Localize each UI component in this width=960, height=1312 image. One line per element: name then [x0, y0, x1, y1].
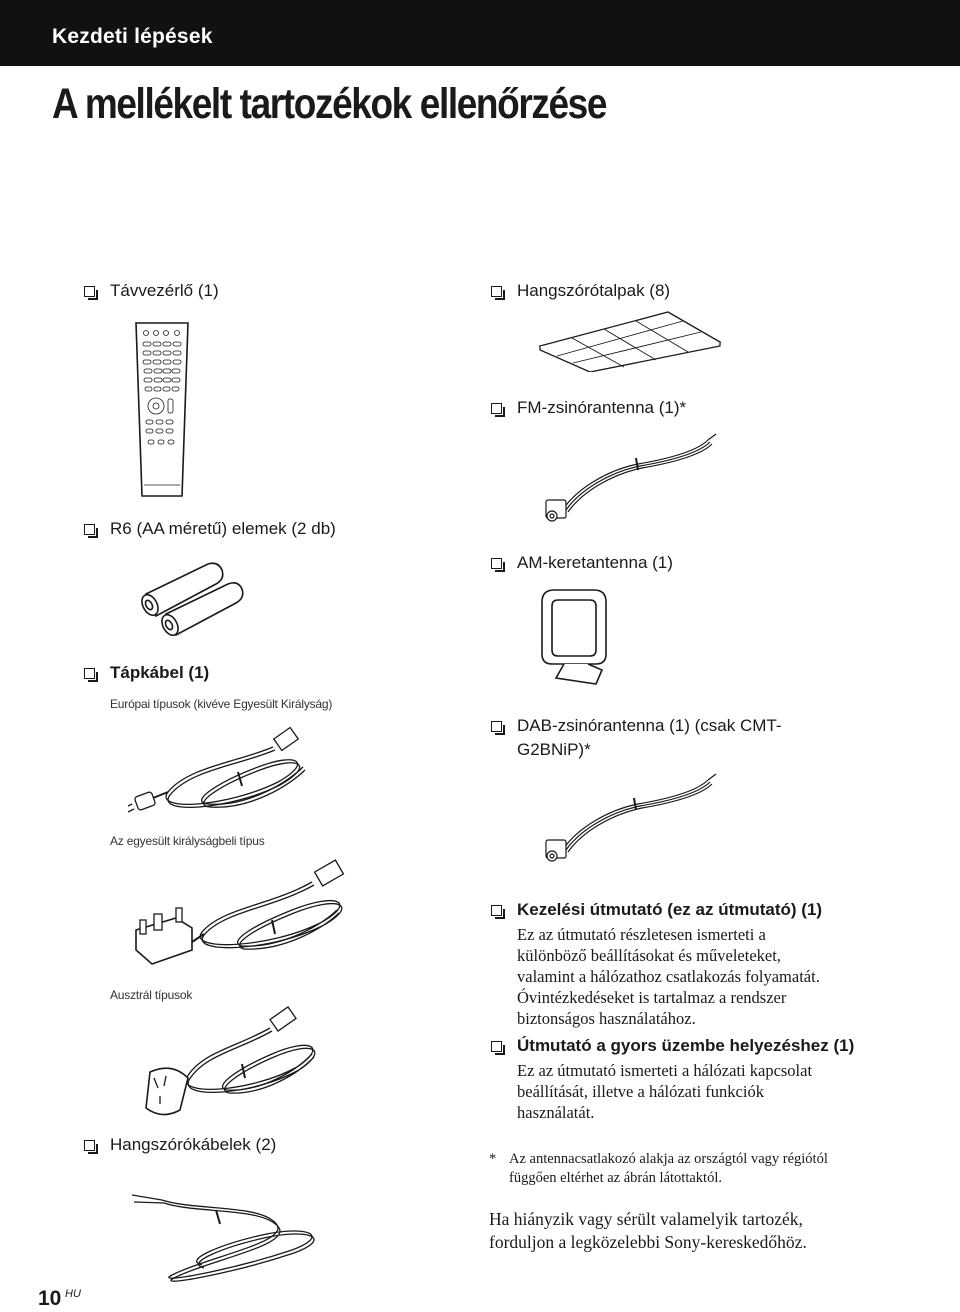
- am-antenna-illustration: [536, 586, 620, 686]
- missing-items-notice: [489, 1208, 807, 1254]
- quick-setup-description: [517, 1060, 812, 1123]
- power-cord-au-illustration: [132, 992, 332, 1122]
- fm-antenna-illustration: [538, 430, 718, 534]
- item-power-cord-label: Tápkábel (1): [110, 663, 210, 682]
- footnote-line: Az antennacsatlakozó alakja az országtól vagy régiótól: [509, 1151, 828, 1167]
- operating-instructions-description: [517, 924, 820, 1029]
- remote-control-illustration: [132, 320, 192, 500]
- speaker-cable-illustration: [132, 1180, 342, 1290]
- item-dab-antenna-label-1: DAB-zsinórantenna (1) (csak CMT-: [517, 716, 782, 735]
- item-quick-setup-label: Útmutató a gyors üzembe helyezéshez (1): [517, 1036, 855, 1055]
- footnote-mark: *: [489, 1151, 497, 1167]
- description-line: használatát.: [517, 1103, 595, 1122]
- notice-line: forduljon a legközelebbi Sony-kereskedőhöz.: [489, 1232, 807, 1252]
- power-cord-eu-illustration: [128, 712, 328, 822]
- item-dab-antenna-label-2: G2BNiP)*: [517, 740, 591, 759]
- description-line: Ez az útmutató részletesen ismerteti a: [517, 925, 766, 944]
- footnote-line: függően eltérhet az ábrán látottaktól.: [509, 1170, 722, 1186]
- description-line: különböző beállításokat és műveleteket,: [517, 946, 781, 965]
- battery-illustration: [136, 558, 248, 636]
- checkbox-icon: [84, 286, 95, 297]
- page-number: 10: [38, 1287, 62, 1310]
- page-language-code: HU: [65, 1288, 81, 1300]
- footnote: [489, 1150, 828, 1188]
- dab-antenna-illustration: [538, 770, 718, 874]
- checkbox-icon: [491, 403, 502, 414]
- item-am-antenna-label: AM-keretantenna (1): [517, 553, 673, 572]
- description-line: beállítását, illetve a hálózati funkciók: [517, 1082, 764, 1101]
- notice-line: Ha hiányzik vagy sérült valamelyik tartozék,: [489, 1209, 803, 1229]
- checkbox-icon: [491, 905, 502, 916]
- item-remote-label: Távvezérlő (1): [110, 281, 219, 300]
- section-header-bar: [0, 0, 960, 66]
- item-speaker-cables-label: Hangszórókábelek (2): [110, 1135, 277, 1154]
- power-cord-eu-caption: Európai típusok (kivéve Egyesült Királyság): [110, 697, 333, 711]
- item-speaker-pads-label: Hangszórótalpak (8): [517, 281, 671, 300]
- item-fm-antenna-label: FM-zsinórantenna (1)*: [517, 398, 687, 417]
- checkbox-icon: [491, 721, 502, 732]
- description-line: Óvintézkedéseket is tartalmaz a rendszer: [517, 988, 787, 1007]
- page-title: A mellékelt tartozékok ellenőrzése: [52, 80, 607, 128]
- checkbox-icon: [84, 668, 95, 679]
- checkbox-icon: [84, 1140, 95, 1151]
- section-label: Kezdeti lépések: [52, 25, 213, 48]
- checkbox-icon: [84, 524, 95, 535]
- power-cord-uk-illustration: [132, 850, 362, 980]
- checkbox-icon: [491, 558, 502, 569]
- power-cord-au-caption: Ausztrál típusok: [110, 988, 193, 1002]
- description-line: Ez az útmutató ismerteti a hálózati kapcsolat: [517, 1061, 813, 1080]
- item-operating-instructions-label: Kezelési útmutató (ez az útmutató) (1): [517, 900, 823, 919]
- power-cord-uk-caption: Az egyesült királyságbeli típus: [110, 834, 265, 848]
- description-line: valamint a hálózathoz csatlakozás folyamatát.: [517, 967, 820, 986]
- speaker-pad-illustration: [538, 310, 722, 372]
- description-line: biztonságos használatához.: [517, 1009, 696, 1028]
- checkbox-icon: [491, 1041, 502, 1052]
- checkbox-icon: [491, 286, 502, 297]
- item-batteries-label: R6 (AA méretű) elemek (2 db): [110, 519, 336, 538]
